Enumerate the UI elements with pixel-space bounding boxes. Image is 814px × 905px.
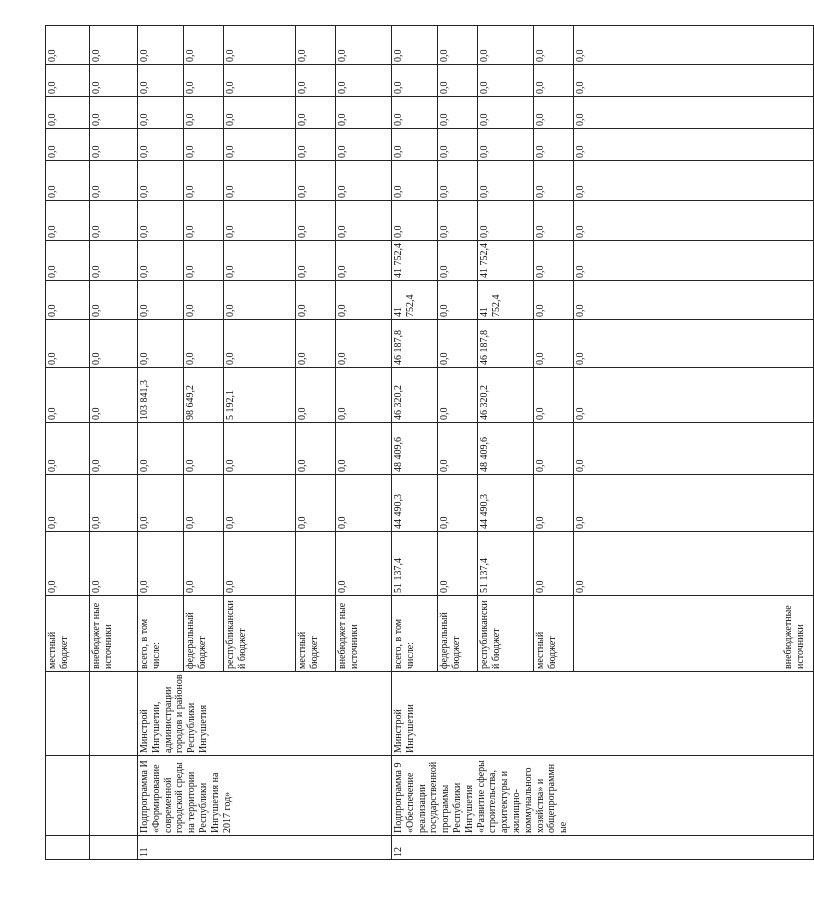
value-cell: 0,0 [438,26,478,65]
funding-source: республиканский бюджет [478,596,534,672]
value-cell: 0,0 [138,241,184,281]
value-cell: 0,0 [296,241,336,281]
value-cell: 51 137,4 [392,532,438,596]
value-cell: 0,0 [184,423,224,475]
value-cell: 0,0 [46,281,90,320]
value-cell: 0,0 [46,129,90,161]
value-cell: 0,0 [574,97,814,129]
value-cell: 0,0 [296,161,336,201]
value-cell: 44 490,3 [478,475,534,532]
value-cell: 0,0 [478,129,534,161]
value-cell: 0,0 [438,129,478,161]
value-cell: 0,0 [224,241,296,281]
value-cell: 0,0 [138,423,184,475]
value-cell: 0,0 [138,320,184,368]
value-cell: 0,0 [296,65,336,97]
value-cell: 0,0 [46,97,90,129]
value-cell: 0,0 [224,97,296,129]
funding-source: всего, в том числе: [138,596,184,672]
value-cell: 0,0 [46,475,90,532]
value-cell: 0,0 [336,201,392,241]
value-cell: 0,0 [478,201,534,241]
empty-cell [46,756,90,836]
value-cell: 0,0 [90,201,138,241]
value-cell: 0,0 [224,201,296,241]
value-cell: 0,0 [296,281,336,320]
value-cell: 0,0 [438,281,478,320]
value-cell: 0,0 [574,26,814,65]
value-cell: 41 752,4 [478,241,534,281]
value-cell: 0,0 [224,281,296,320]
value-cell: 0,0 [296,423,336,475]
value-cell: 0,0 [534,475,574,532]
value-cell: 0,0 [296,368,336,423]
value-cell: 0,0 [224,532,296,596]
value-cell: 0,0 [336,65,392,97]
value-cell: 0,0 [138,26,184,65]
value-cell: 0,0 [184,532,224,596]
table-row [138,26,184,860]
value-cell: 0,0 [336,368,392,423]
value-cell: 0,0 [574,65,814,97]
empty-cell [90,756,138,836]
value-cell: 0,0 [336,26,392,65]
value-cell: 0,0 [336,97,392,129]
funding-source: республиканский бюджет [224,596,296,672]
empty-cell [90,672,138,756]
table-row [46,26,90,860]
value-cell: 98 649,2 [184,368,224,423]
value-cell: 0,0 [138,281,184,320]
value-cell: 0,0 [574,532,814,596]
table-row [90,26,138,860]
value-cell: 0,0 [224,129,296,161]
value-cell: 0,0 [46,161,90,201]
value-cell: 0,0 [574,475,814,532]
value-cell: 0,0 [534,423,574,475]
value-cell: 0,0 [184,65,224,97]
value-cell: 0,0 [574,201,814,241]
value-cell: 0,0 [46,201,90,241]
value-cell: 0,0 [336,161,392,201]
value-cell: 0,0 [574,423,814,475]
value-cell: 0,0 [574,129,814,161]
value-cell: 0,0 [534,65,574,97]
value-cell: 0,0 [478,26,534,65]
responsible-executor: Минстрой Ингушетии, администрации городов и районов Республики Ингушетия [138,672,392,756]
value-cell: 0,0 [184,475,224,532]
row-number: 11 [138,836,392,860]
row-number: 12 [392,836,814,860]
value-cell: 41 752,4 [478,281,534,320]
value-cell: 0,0 [438,423,478,475]
value-cell: 0,0 [478,97,534,129]
value-cell: 0,0 [336,423,392,475]
value-cell: 0,0 [478,161,534,201]
value-cell: 0,0 [438,161,478,201]
value-cell: 0,0 [534,201,574,241]
value-cell: 48 409,6 [392,423,438,475]
value-cell: 0,0 [336,241,392,281]
value-cell: 0,0 [336,320,392,368]
responsible-executor: Минстрой Ингушетии [392,672,814,756]
value-cell: 0,0 [534,320,574,368]
value-cell: 0,0 [574,281,814,320]
value-cell: 0,0 [90,97,138,129]
funding-source: местный бюджет [46,596,90,672]
value-cell: 0,0 [224,475,296,532]
program-name: Подпрограмма И «Формирование современной городской среды на территории Республики Ингушетия на 2017 год» [138,756,392,836]
value-cell: 0,0 [224,423,296,475]
value-cell: 0,0 [90,368,138,423]
value-cell: 0,0 [574,161,814,201]
value-cell [296,532,336,596]
value-cell: 0,0 [46,532,90,596]
value-cell: 0,0 [534,161,574,201]
value-cell: 0,0 [534,26,574,65]
value-cell: 0,0 [438,65,478,97]
value-cell: 0,0 [138,161,184,201]
value-cell: 0,0 [336,129,392,161]
value-cell: 0,0 [224,26,296,65]
value-cell: 0,0 [90,532,138,596]
value-cell: 0,0 [90,320,138,368]
value-cell: 0,0 [574,368,814,423]
value-cell: 0,0 [534,532,574,596]
empty-cell [46,836,90,860]
value-cell: 0,0 [336,532,392,596]
funding-source: внебюджетные источники [574,596,814,672]
value-cell: 0,0 [392,97,438,129]
value-cell: 0,0 [46,241,90,281]
value-cell: 48 409,6 [478,423,534,475]
value-cell: 0,0 [138,532,184,596]
rotated-page [45,25,807,860]
value-cell: 0,0 [574,320,814,368]
value-cell: 0,0 [90,423,138,475]
value-cell: 0,0 [46,423,90,475]
value-cell: 0,0 [184,161,224,201]
value-cell: 0,0 [392,65,438,97]
value-cell: 0,0 [438,320,478,368]
value-cell: 103 841,3 [138,368,184,423]
value-cell: 0,0 [90,129,138,161]
value-cell: 46 320,2 [392,368,438,423]
funding-source: внебюджет ные источники [336,596,392,672]
value-cell: 0,0 [224,161,296,201]
value-cell: 0,0 [184,129,224,161]
value-cell: 46 320,2 [478,368,534,423]
value-cell: 0,0 [296,26,336,65]
program-name: Подпрограмма 9 «Обеспечение реализации государственной программы Республики Ингушетия «Развитие сферы строительства, архитектуры и жилищно-коммунального хозяйства» и общепрограммные [392,756,814,836]
value-cell: 0,0 [90,241,138,281]
empty-cell [46,672,90,756]
value-cell: 0,0 [438,201,478,241]
funding-source: федеральный бюджет [438,596,478,672]
value-cell: 0,0 [534,97,574,129]
value-cell: 0,0 [438,532,478,596]
table-row [392,26,438,860]
value-cell: 0,0 [46,368,90,423]
value-cell: 0,0 [534,241,574,281]
value-cell: 0,0 [438,368,478,423]
value-cell: 0,0 [296,320,336,368]
value-cell: 0,0 [534,129,574,161]
value-cell: 0,0 [392,129,438,161]
value-cell: 0,0 [296,475,336,532]
empty-cell [90,836,138,860]
value-cell: 0,0 [184,241,224,281]
value-cell: 0,0 [138,475,184,532]
value-cell: 0,0 [534,281,574,320]
value-cell: 0,0 [90,26,138,65]
value-cell: 0,0 [184,281,224,320]
value-cell: 0,0 [296,129,336,161]
budget-table [45,25,814,860]
value-cell: 0,0 [184,320,224,368]
value-cell: 41 752,4 [392,281,438,320]
value-cell: 0,0 [138,65,184,97]
funding-source: внебюджет ные источники [90,596,138,672]
value-cell: 0,0 [296,201,336,241]
value-cell: 0,0 [46,26,90,65]
value-cell: 0,0 [90,161,138,201]
funding-source: всего, в том числе: [392,596,438,672]
value-cell: 0,0 [296,97,336,129]
value-cell: 0,0 [184,26,224,65]
value-cell: 0,0 [336,475,392,532]
value-cell: 5 192,1 [224,368,296,423]
value-cell: 0,0 [224,65,296,97]
value-cell: 0,0 [392,201,438,241]
value-cell: 0,0 [138,97,184,129]
value-cell: 0,0 [392,26,438,65]
value-cell: 0,0 [438,475,478,532]
value-cell: 0,0 [138,201,184,241]
value-cell: 0,0 [336,281,392,320]
value-cell: 46 187,8 [392,320,438,368]
value-cell: 0,0 [438,97,478,129]
value-cell: 0,0 [392,161,438,201]
value-cell: 0,0 [574,241,814,281]
value-cell: 46 187,8 [478,320,534,368]
value-cell: 44 490,3 [392,475,438,532]
value-cell: 41 752,4 [392,241,438,281]
value-cell: 0,0 [90,475,138,532]
value-cell: 0,0 [90,65,138,97]
value-cell: 0,0 [138,129,184,161]
value-cell: 0,0 [90,281,138,320]
value-cell: 0,0 [184,97,224,129]
funding-source: местный бюджет [534,596,574,672]
value-cell: 0,0 [224,320,296,368]
value-cell: 51 137,4 [478,532,534,596]
value-cell: 0,0 [478,65,534,97]
funding-source: федеральный бюджет [184,596,224,672]
value-cell: 0,0 [46,320,90,368]
value-cell: 0,0 [184,201,224,241]
funding-source: местный бюджет [296,596,336,672]
value-cell: 0,0 [438,241,478,281]
value-cell: 0,0 [46,65,90,97]
value-cell: 0,0 [534,368,574,423]
